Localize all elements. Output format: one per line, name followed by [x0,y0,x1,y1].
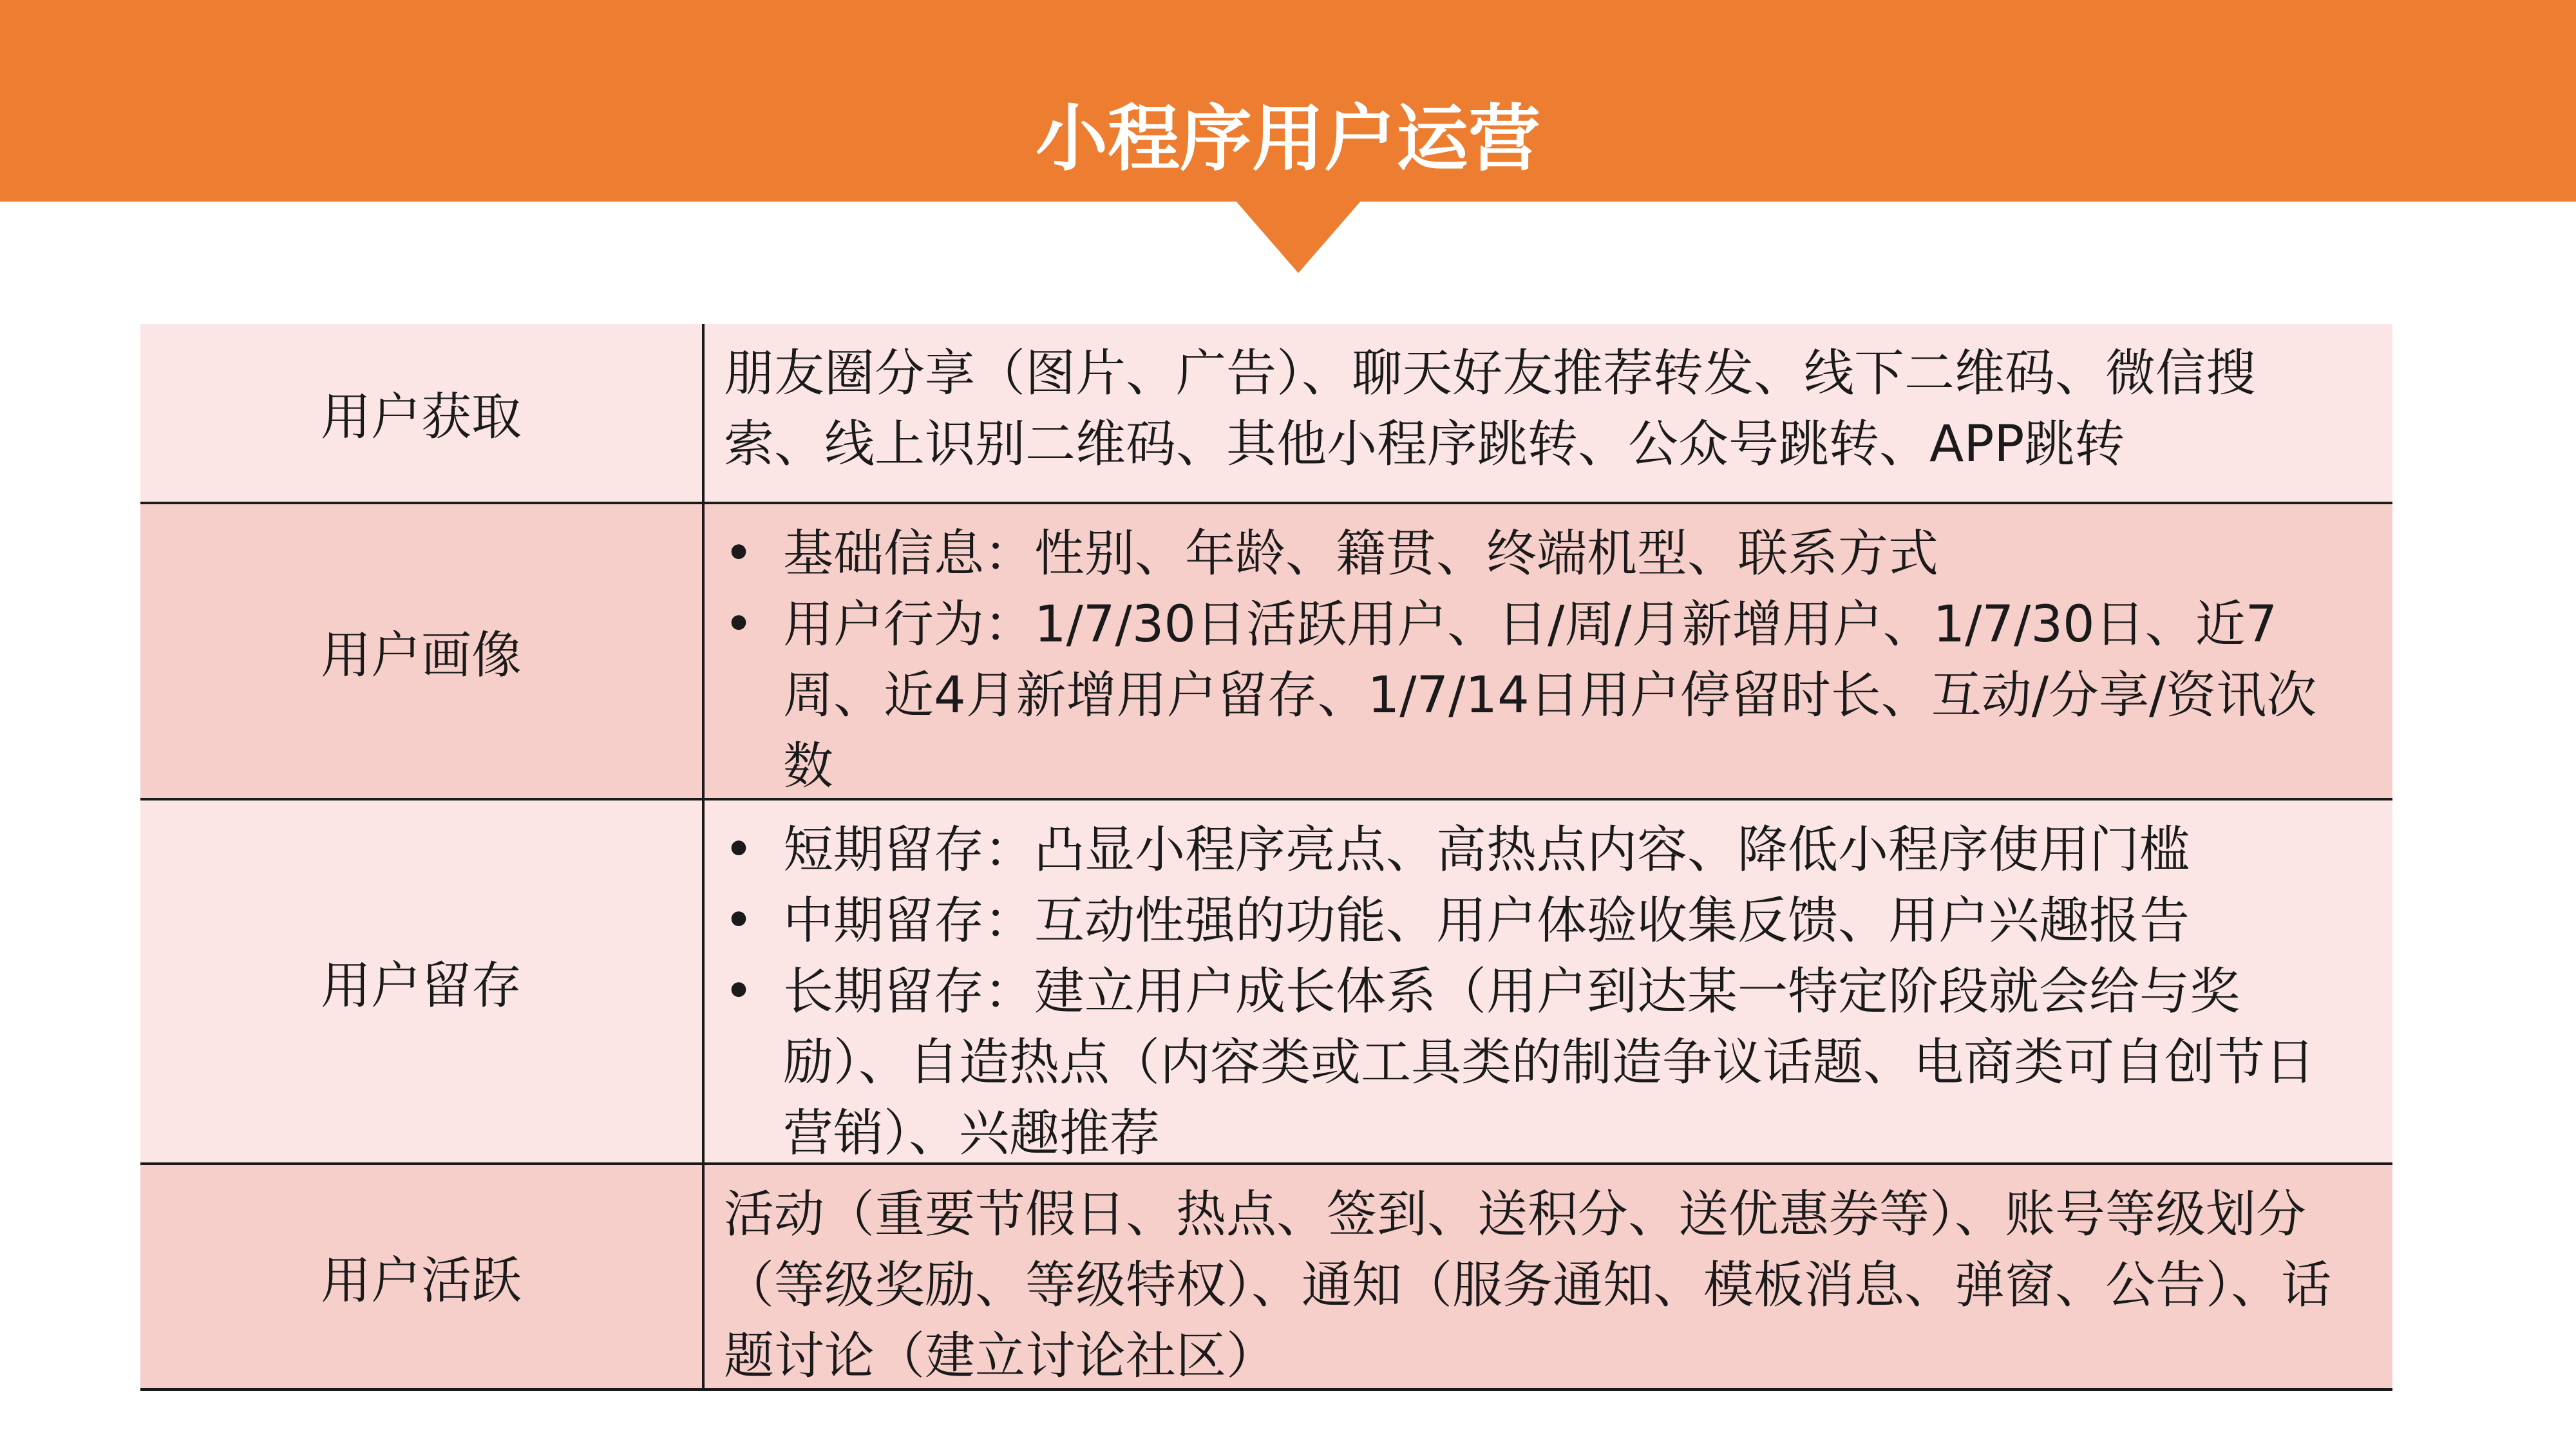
row-label: 用户获取 [140,324,705,502]
row-text: 朋友圈分享（图片、广告）、聊天好友推荐转发、线下二维码、微信搜索、线上识别二维码、其他小程序跳转、公众号跳转、APP跳转 [724,345,2257,473]
row-label: 用户活跃 [140,1165,705,1388]
page-title: 小程序用户运营 [1036,97,1540,181]
row-label: 用户画像 [140,504,705,798]
bullet-item: • 短期留存：凸显小程序亮点、高热点内容、降低小程序使用门槛 [724,815,2354,886]
operations-table [140,324,2392,1391]
row-content [705,504,2392,798]
header-pointer [1235,200,1361,273]
row-content [705,800,2392,1162]
table-row [140,504,2392,800]
row-content [705,324,2392,502]
bullet-item: • 基础信息：性别、年龄、籍贯、终端机型、联系方式 [724,518,2354,589]
row-text: 活动（重要节假日、热点、签到、送积分、送优惠券等）、账号等级划分（等级奖励、等级特权）、通知（服务通知、模板消息、弹窗、公告）、话题讨论（建立讨论社区） [724,1186,2332,1385]
table-row [140,324,2392,504]
table-row [140,1165,2392,1388]
row-content [705,1165,2392,1388]
row-label: 用户留存 [140,800,705,1162]
bullet-item: • 用户行为：1/7/30日活跃用户、日/周/月新增用户、1/7/30日、近7周、近4月新增用户留存、1/7/14日用户停留时长、互动/分享/资讯次数 [724,589,2354,798]
table-row [140,800,2392,1165]
bullet-item: • 长期留存：建立用户成长体系（用户到达某一特定阶段就会给与奖励）、自造热点（内容类或工具类的制造争议话题、电商类可自创节日营销）、兴趣推荐 [724,956,2354,1162]
bullet-item: • 中期留存：互动性强的功能、用户体验收集反馈、用户兴趣报告 [724,886,2354,956]
